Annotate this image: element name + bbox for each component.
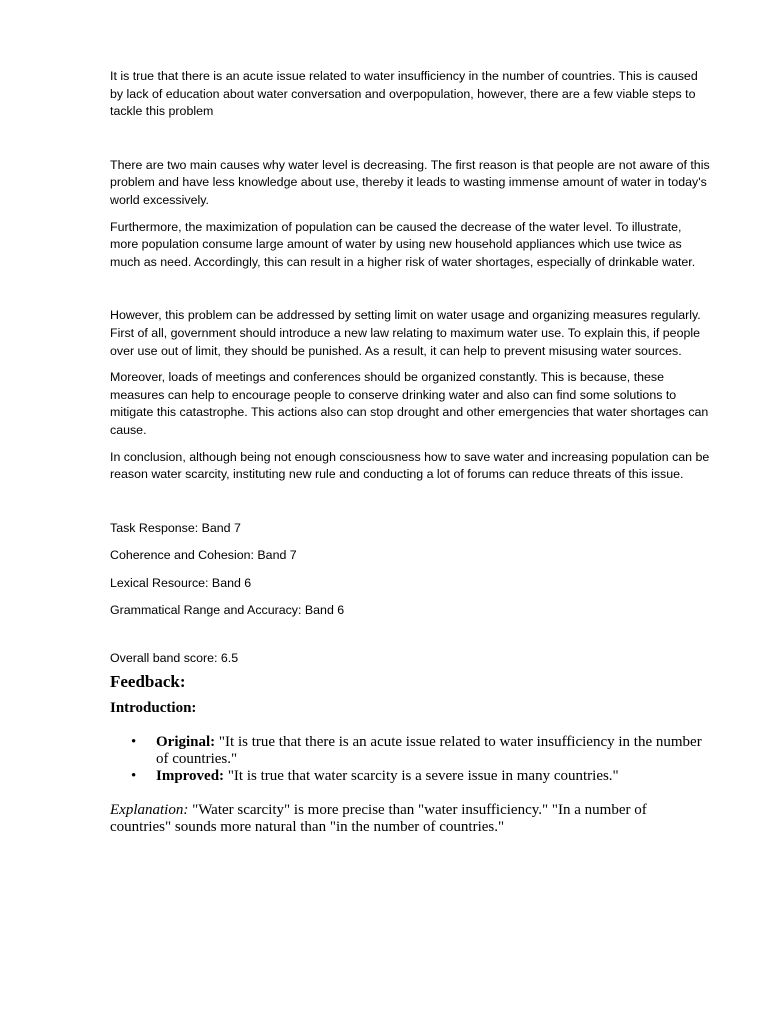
essay-introduction: It is true that there is an acute issue related to water insufficiency in the number of countries. This is caused by lack of education about water conversation and overpopulation, however, there are a few viable steps to tackle this problem: [110, 69, 698, 119]
score-coherence-cohesion: Coherence and Cohesion: Band 7: [110, 548, 297, 563]
essay-body2-paragraph1: However, this problem can be addressed by setting limit on water usage and organizing measures regularly. First of all, government should introduce a new law relating to maximum water use. To explain this, if people over use out of limit, they should be punished. As a result, it can help to prevent misusing water sources.: [110, 308, 701, 358]
score-lexical-resource: Lexical Resource: Band 6: [110, 575, 252, 590]
essay-body1-paragraph2: Furthermore, the maximization of population can be caused the decrease of the water level. To illustrate, more population consume large amount of water by using new household appliances which use twice as much as need. Accordingly, this can result in a higher risk of water shortages, especially of drinkable water.: [110, 219, 696, 269]
feedback-heading: Feedback:: [110, 671, 186, 691]
original-label: Original:: [156, 733, 216, 750]
bullet-original: [110, 734, 710, 768]
original-text: "It is true that there is an acute issue related to water insufficiency in the number of countries.": [156, 733, 702, 767]
essay-body1-paragraph1: There are two main causes why water level is decreasing. The first reason is that people are not aware of this problem and have less knowledge about use, thereby it leads to wasting immense amount of water in today's world excessively.: [110, 157, 710, 207]
score-task-response: Task Response: Band 7: [110, 520, 241, 535]
bullet-icon: •: [131, 767, 137, 784]
introduction-heading: Introduction:: [110, 699, 197, 716]
essay-body2-paragraph2: Moreover, loads of meetings and conferences should be organized constantly. This is because, these measures can help to encourage people to conserve drinking water and also can find some solutions to mitigate this catastrophe. This actions also can stop drought and other emergencies that water shortages can cause.: [110, 370, 709, 437]
essay-conclusion: In conclusion, although being not enough consciousness how to save water and increasing population can be reason water scarcity, instituting new rule and conducting a lot of forums can reduce threats of this issue.: [110, 449, 710, 482]
explanation-text: "Water scarcity" is more precise than "water insufficiency." "In a number of countries" sounds more natural than "in the number of countries.": [110, 801, 647, 835]
explanation-label: Explanation:: [110, 801, 189, 818]
improved-text: "It is true that water scarcity is a severe issue in many countries.": [227, 767, 619, 784]
document-page: [110, 68, 710, 836]
improved-label: Improved:: [156, 767, 225, 784]
feedback-bullet-list: [110, 734, 710, 785]
overall-band-score: Overall band score: 6.5: [110, 651, 239, 666]
bullet-icon: •: [131, 733, 137, 750]
explanation-paragraph: [110, 802, 710, 836]
bullet-improved: [110, 768, 710, 785]
score-grammatical-range: Grammatical Range and Accuracy: Band 6: [110, 603, 345, 618]
